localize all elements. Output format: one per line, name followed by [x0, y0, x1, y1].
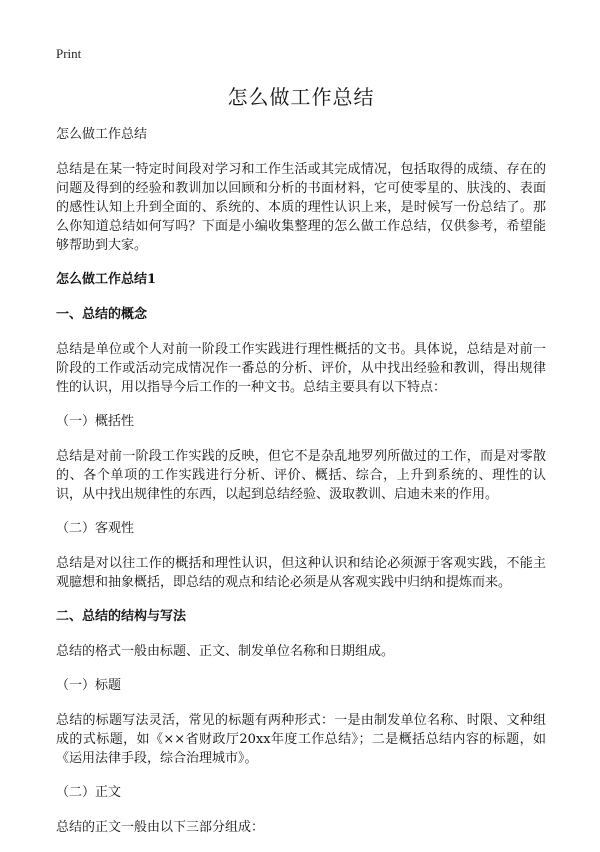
struct1-paragraph: 总结的标题写法灵活，常见的标题有两种形式：一是由制发单位名称、时限、文种组成的式标题，如《××省财政厅20xx年度工作总结》；二是概括总结内容的标题，如《运用法律手段，综合治理城市》。 — [56, 713, 546, 766]
document-subtitle: 怎么做工作总结 — [56, 127, 148, 142]
feature1-paragraph: 总结是对前一阶段工作实践的反映，但它不是杂乱地罗列所做过的工作，而是对零散的、各个单项的工作实践进行分析、评价、概括、综合，上升到系统的、理性的认识，从中找出规律性的东西，以起到总结经验、汲取教训、启迪未来的作用。 — [56, 449, 546, 502]
feature2-paragraph: 总结是对以往工作的概括和理性认识，但这种认识和结论必须源于客观实践，不能主观臆想和抽象概括，即总结的观点和结论必须是从客观实践中归纳和提炼而来。 — [56, 556, 546, 590]
struct1-heading: （一）标题 — [56, 678, 122, 693]
part2-heading: 二、总结的结构与写法 — [56, 609, 187, 624]
print-link[interactable]: Print — [56, 46, 82, 61]
intro-paragraph: 总结是在某一特定时间段对学习和工作生活或其完成情况，包括取得的成绩、存在的问题及得到的经验和教训加以回顾和分析的书面材料，它可使零星的、肤浅的、表面的感性认知上升到全面的、系统的、本质的理性认识上来，是时候写一份总结了。那么你知道总结如何写吗？下面是小编收集整理的怎么做工作总结，仅供参考，希望能够帮助到大家。 — [56, 162, 546, 253]
part1-paragraph: 总结是单位或个人对前一阶段工作实践进行理性概括的文书。具体说，总结是对前一阶段的工作或活动完成情况作一番总的分析、评价，从中找出经验和教训，得出规律性的认识，用以指导今后工作的一种文书。总结主要具有以下特点： — [56, 342, 546, 395]
struct2-heading: （二）正文 — [56, 785, 122, 800]
struct2-paragraph: 总结的正文一般由以下三部分组成： — [56, 820, 265, 835]
part1-heading: 一、总结的概念 — [56, 307, 148, 322]
feature2-heading: （二）客观性 — [56, 521, 135, 536]
document-page — [56, 44, 546, 852]
feature1-heading: （一）概括性 — [56, 414, 135, 429]
page-title: 怎么做工作总结 — [227, 85, 375, 109]
part2-paragraph: 总结的格式一般由标题、正文、制发单位名称和日期组成。 — [56, 644, 395, 659]
section-heading: 怎么做工作总结1 — [56, 272, 157, 287]
